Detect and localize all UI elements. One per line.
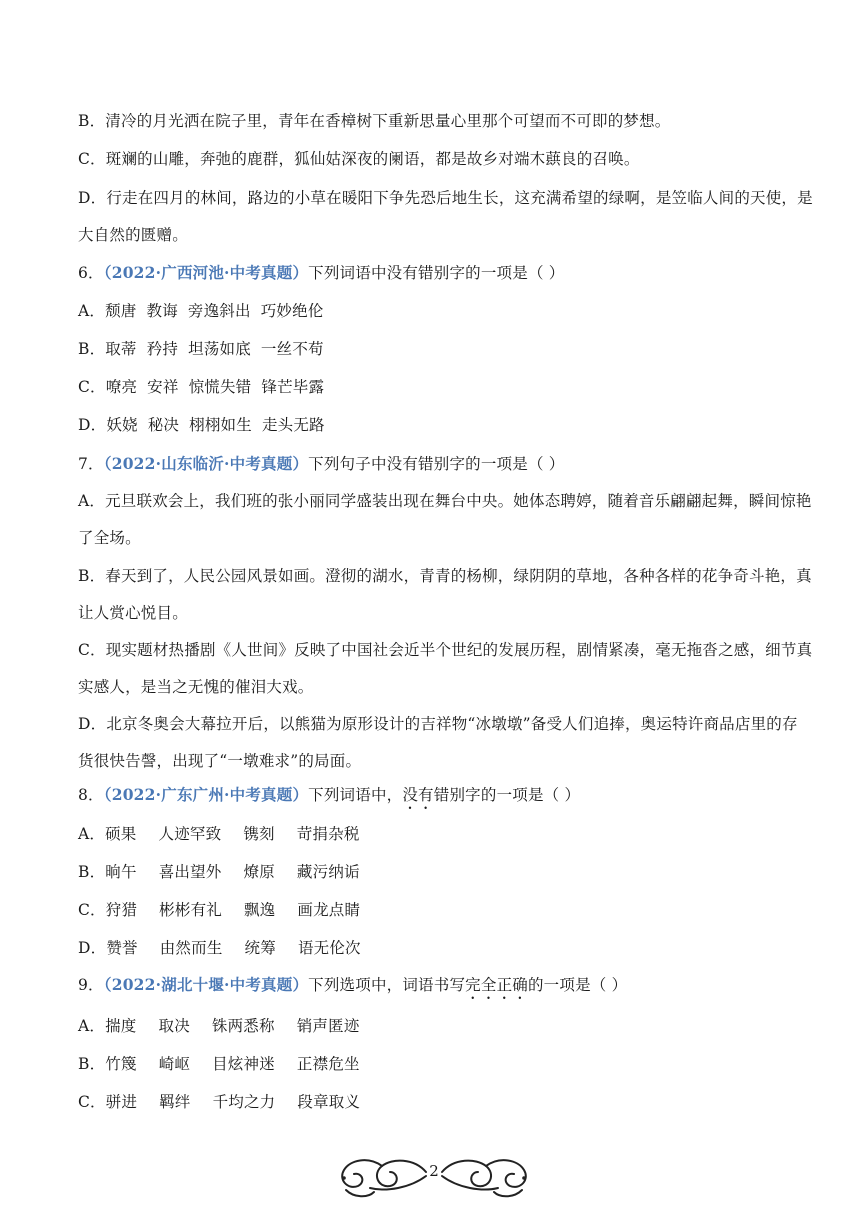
q9-option-b: [78, 1053, 798, 1075]
word: 千均之力: [212, 1093, 276, 1111]
q8-option-b: [78, 861, 798, 883]
q9-question-post: 的一项是（ ）: [527, 976, 628, 994]
q7-question: 下列句子中没有错别字的一项是（ ）: [308, 455, 565, 473]
word: 教诲: [146, 302, 178, 320]
word: 坦荡如底: [188, 340, 251, 358]
word: 销声匿迹: [296, 1017, 360, 1035]
word: 喜出望外: [158, 863, 222, 881]
word: 锋芒毕露: [261, 378, 325, 396]
word: A．颓唐: [78, 302, 137, 320]
q9-emphasis: 完全正确: [465, 976, 528, 994]
word: 飘逸: [243, 901, 276, 919]
q7-option-d-line2: 货很快告謦，出现了“一墩难求”的局面。: [78, 752, 362, 770]
word: 崎岖: [158, 1055, 191, 1073]
q7-source: （2022·山东临沂·中考真题）: [103, 454, 309, 473]
q6-number: 6．: [78, 264, 104, 282]
q6-option-d: [78, 414, 798, 436]
word: 惊慌失错: [188, 378, 252, 396]
q8-option-c: [78, 899, 798, 921]
word: 栩栩如生: [189, 416, 252, 434]
word: 一丝不苟: [260, 340, 324, 358]
q7-option-a-line2: 了全场。: [78, 529, 141, 547]
q8-option-a: [78, 823, 798, 845]
q7-option-b-line2: 让人赏心悦目。: [78, 604, 188, 622]
word: 语无伦次: [297, 939, 361, 957]
q9-stem: [78, 974, 798, 1003]
q7-option-a-line1: A．元旦联欢会上，我们班的张小丽同学盛装出现在舞台中央。她体态聘婷，随着音乐翩翩起舞，瞬间惊艳: [78, 492, 812, 510]
q6-option-c: [78, 376, 798, 398]
q8-source: （2022·广东广州·中考真题）: [103, 785, 309, 804]
q7-option-b-line1: B．春天到了，人民公园风景如画。澄彻的湖水，青青的杨柳，绿阴阴的草地，各种各样的花争奇斗艳，真: [78, 567, 812, 585]
word: D．赞誉: [78, 939, 138, 957]
q5-option-d-line2: 大自然的匮赠。: [78, 226, 188, 244]
q9-option-a: [78, 1015, 798, 1037]
word: B．取蒂: [78, 340, 137, 358]
word: 走头无路: [261, 416, 325, 434]
word: A．硕果: [78, 825, 137, 843]
q7-number: 7．: [78, 455, 104, 473]
word: C．嘹亮: [78, 378, 138, 396]
q7-option-c-line1: C．现实题材热播剧《人世间》反映了中国社会近半个世纪的发展历程，剧情紧凑，毫无拖沓之感，细节真: [78, 641, 813, 659]
word: 统筹: [244, 939, 276, 957]
word: D．妖娆: [78, 416, 138, 434]
q8-stem: [78, 784, 798, 813]
word: C．狩猎: [78, 901, 138, 919]
word: 取决: [158, 1017, 190, 1035]
word: 正襟危坐: [296, 1055, 360, 1073]
word: A．揣度: [78, 1017, 137, 1035]
q8-question-post: 错别字的一项是（ ）: [433, 786, 581, 804]
q6-source: （2022·广西河池·中考真题）: [103, 263, 309, 282]
q6-option-a: [78, 300, 798, 322]
q7-option-d-line1: D．北京冬奥会大幕拉开后，以熊猫为原形设计的吉祥物“冰墩墩”备受人们追捧，奥运特许商品店里的存: [78, 715, 798, 733]
q9-question-pre: 下列选项中，词语书写: [308, 976, 466, 994]
q6-question: 下列词语中没有错别字的一项是（ ）: [308, 264, 565, 282]
word: 画龙点睛: [297, 901, 361, 919]
q7-stem: [78, 453, 798, 475]
word: 目炫神迷: [212, 1055, 275, 1073]
word: 矜持: [146, 340, 179, 358]
word: 镌刻: [243, 825, 275, 843]
word: 秘决: [147, 416, 180, 434]
word: 彬彬有礼: [159, 901, 222, 919]
word: 由然而生: [159, 939, 223, 957]
word: 安祥: [147, 378, 179, 396]
q8-emphasis: 没有: [402, 786, 434, 804]
q5-option-c: C．斑斓的山雕，奔弛的鹿群，狐仙姑深夜的阑语，都是故乡对端木蕻良的召唤。: [78, 150, 640, 168]
q5-option-d-line1: D．行走在四月的林间，路边的小草在暖阳下争先恐后地生长，这充满希望的绿啊，是笠临人间的天使，是: [78, 189, 813, 207]
q9-number: 9．: [78, 976, 104, 994]
word: 燎原: [243, 863, 275, 881]
q5-option-b: B．清冷的月光洒在院子里，青年在香樟树下重新思量心里那个可望而不可即的梦想。: [78, 112, 671, 130]
word: 巧妙绝伦: [260, 302, 324, 320]
word: 铢两悉称: [211, 1017, 275, 1035]
word: C．骈进: [78, 1093, 138, 1111]
word: 羁绊: [159, 1093, 191, 1111]
q6-stem: [78, 262, 798, 284]
word: 段章取义: [297, 1093, 361, 1111]
word: 苛捐杂税: [296, 825, 360, 843]
q8-question-pre: 下列词语中，: [308, 786, 403, 804]
word: 藏污纳诟: [296, 863, 360, 881]
word: B．晌午: [78, 863, 137, 881]
q6-option-b: [78, 338, 798, 360]
word: 旁逸斜出: [187, 302, 251, 320]
page-number: 2: [429, 1162, 439, 1180]
word: 人迹罕致: [158, 825, 222, 843]
q9-option-c: [78, 1091, 798, 1113]
q8-number: 8．: [78, 786, 104, 804]
word: B．竹篾: [78, 1055, 137, 1073]
q8-option-d: [78, 937, 798, 959]
q7-option-c-line2: 实感人，是当之无愧的催泪大戏。: [78, 678, 314, 696]
q9-source: （2022·湖北十堰·中考真题）: [103, 975, 309, 994]
page-footer: [334, 1148, 534, 1202]
